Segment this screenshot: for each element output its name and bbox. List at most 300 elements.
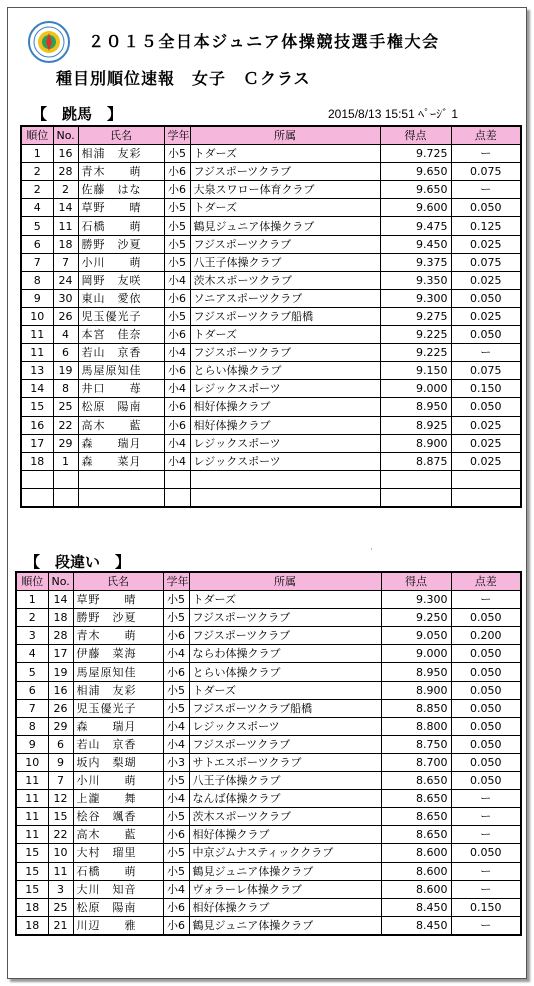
table-header-row — [21, 126, 521, 145]
diff-cell: ー — [451, 790, 521, 808]
club-cell: 茨木スポーツクラブ — [189, 808, 381, 826]
score-cell: 8.650 — [381, 790, 451, 808]
column-header-grade: 学年 — [163, 572, 189, 591]
name-cell: 井口 苺 — [78, 380, 164, 398]
grade-cell: 小4 — [163, 735, 189, 753]
column-header-name: 氏名 — [73, 572, 163, 591]
grade-cell: 小6 — [164, 181, 190, 199]
grade-cell: 小5 — [163, 862, 189, 880]
rank-cell: 1 — [16, 591, 48, 609]
club-cell: ヴォラーレ体操クラブ — [189, 880, 381, 898]
column-header-grade: 学年 — [164, 126, 190, 145]
diff-cell — [451, 470, 521, 488]
club-cell: レジックスポーツ — [190, 434, 380, 452]
table-row — [16, 880, 521, 898]
club-cell: 大泉スワロー体育クラブ — [190, 181, 380, 199]
diff-cell: 0.050 — [451, 717, 521, 735]
club-cell: トダーズ — [190, 199, 380, 217]
grade-cell: 小4 — [163, 645, 189, 663]
number-cell: 7 — [48, 772, 73, 790]
number-cell: 3 — [48, 880, 73, 898]
score-cell: 9.225 — [380, 344, 451, 362]
name-cell: 草野 晴 — [73, 591, 163, 609]
name-cell — [78, 470, 164, 488]
diff-cell: 0.025 — [451, 235, 521, 253]
grade-cell — [164, 470, 190, 488]
score-cell: 8.450 — [381, 898, 451, 916]
score-cell: 9.150 — [380, 362, 451, 380]
score-cell: 9.600 — [380, 199, 451, 217]
association-logo-icon — [28, 21, 70, 63]
table-row — [21, 452, 521, 470]
diff-cell: 0.025 — [451, 416, 521, 434]
number-cell — [53, 470, 78, 488]
diff-cell: 0.150 — [451, 898, 521, 916]
diff-cell: ー — [451, 181, 521, 199]
number-cell: 17 — [48, 645, 73, 663]
grade-cell: 小6 — [164, 289, 190, 307]
number-cell: 19 — [48, 663, 73, 681]
score-cell: 8.650 — [381, 772, 451, 790]
table-row — [16, 826, 521, 844]
table-row — [21, 488, 521, 507]
table-row — [16, 862, 521, 880]
grade-cell: 小5 — [163, 844, 189, 862]
club-cell: フジスポーツクラブ船橋 — [190, 307, 380, 325]
name-cell: 森 瑞月 — [73, 717, 163, 735]
diff-cell: 0.050 — [451, 398, 521, 416]
column-header-no: No. — [48, 572, 73, 591]
grade-cell: 小5 — [163, 772, 189, 790]
name-cell: 佐藤 はな — [78, 181, 164, 199]
diff-cell: 0.075 — [451, 362, 521, 380]
club-cell: 八王子体操クラブ — [189, 772, 381, 790]
grade-cell: 小5 — [164, 199, 190, 217]
grade-cell: 小4 — [163, 717, 189, 735]
grade-cell: 小5 — [163, 591, 189, 609]
score-cell: 9.000 — [381, 645, 451, 663]
name-cell — [78, 488, 164, 507]
score-cell: 8.950 — [381, 663, 451, 681]
name-cell: 草野 晴 — [78, 199, 164, 217]
table-row — [16, 772, 521, 790]
diff-cell: 0.025 — [451, 452, 521, 470]
rank-cell: 5 — [16, 663, 48, 681]
diff-cell: ー — [451, 880, 521, 898]
grade-cell: 小5 — [163, 808, 189, 826]
timestamp: 2015/8/13 15:51 ﾍﾟｰｼﾞ 1 — [328, 107, 459, 121]
grade-cell: 小4 — [163, 790, 189, 808]
score-cell: 9.725 — [380, 145, 451, 163]
table-row — [16, 808, 521, 826]
rank-cell: 8 — [16, 717, 48, 735]
club-cell: 鶴見ジュニア体操クラブ — [189, 862, 381, 880]
name-cell: 相浦 友彩 — [73, 681, 163, 699]
column-header-score: 得点 — [380, 126, 451, 145]
table-row — [21, 181, 521, 199]
name-cell: 若山 京香 — [73, 735, 163, 753]
rank-cell: 14 — [21, 380, 53, 398]
name-cell: 勝野 沙夏 — [78, 235, 164, 253]
score-cell: 8.650 — [381, 826, 451, 844]
rank-cell: 11 — [16, 790, 48, 808]
number-cell: 9 — [48, 753, 73, 771]
name-cell: 川辺 雅 — [73, 916, 163, 935]
grade-cell: 小6 — [164, 416, 190, 434]
club-cell: フジスポーツクラブ船橋 — [189, 699, 381, 717]
table-row — [21, 163, 521, 181]
page-title: ２０１５全日本ジュニア体操競技選手権大会 — [88, 32, 440, 51]
rank-cell: 16 — [21, 416, 53, 434]
score-cell: 8.600 — [381, 844, 451, 862]
grade-cell: 小6 — [164, 398, 190, 416]
column-header-name: 氏名 — [78, 126, 164, 145]
score-cell: 9.475 — [380, 217, 451, 235]
score-cell: 9.225 — [380, 326, 451, 344]
table-row — [21, 344, 521, 362]
diff-cell: ー — [451, 862, 521, 880]
club-cell: 八王子体操クラブ — [190, 253, 380, 271]
number-cell: 4 — [53, 326, 78, 344]
rank-cell: 2 — [16, 609, 48, 627]
rank-cell: 11 — [16, 826, 48, 844]
score-cell: 8.600 — [381, 862, 451, 880]
rank-cell: 6 — [16, 681, 48, 699]
grade-cell — [164, 488, 190, 507]
rank-cell: 11 — [21, 344, 53, 362]
number-cell: 29 — [53, 434, 78, 452]
club-cell: 相好体操クラブ — [190, 416, 380, 434]
grade-cell: 小6 — [163, 627, 189, 645]
number-cell: 21 — [48, 916, 73, 935]
column-header-rank: 順位 — [21, 126, 53, 145]
name-cell: 馬屋原知佳 — [78, 362, 164, 380]
rank-cell: 2 — [21, 163, 53, 181]
number-cell: 25 — [48, 898, 73, 916]
diff-cell: 0.075 — [451, 253, 521, 271]
number-cell: 12 — [48, 790, 73, 808]
rank-cell: 7 — [16, 699, 48, 717]
number-cell: 26 — [53, 307, 78, 325]
name-cell: 石橋 萌 — [73, 862, 163, 880]
name-cell: 大村 瑠里 — [73, 844, 163, 862]
grade-cell: 小5 — [163, 681, 189, 699]
club-cell: ならわ体操クラブ — [189, 645, 381, 663]
club-cell: トダーズ — [189, 681, 381, 699]
column-header-score: 得点 — [381, 572, 451, 591]
table-row — [21, 434, 521, 452]
club-cell — [190, 470, 380, 488]
rank-cell: 15 — [21, 398, 53, 416]
column-header-club: 所属 — [190, 126, 380, 145]
rank-cell — [21, 470, 53, 488]
table-row — [21, 199, 521, 217]
name-cell: 森 菜月 — [78, 452, 164, 470]
table-row — [21, 416, 521, 434]
score-cell: 8.850 — [381, 699, 451, 717]
number-cell: 11 — [53, 217, 78, 235]
club-cell: フジスポーツクラブ — [189, 609, 381, 627]
score-cell — [380, 488, 451, 507]
table-row — [21, 271, 521, 289]
score-cell: 9.450 — [380, 235, 451, 253]
name-cell: 本宮 佳奈 — [78, 326, 164, 344]
number-cell: 22 — [53, 416, 78, 434]
name-cell: 馬屋原知佳 — [73, 663, 163, 681]
score-cell: 8.800 — [381, 717, 451, 735]
name-cell: 桧谷 颯香 — [73, 808, 163, 826]
diff-cell: ー — [451, 344, 521, 362]
club-cell: フジスポーツクラブ — [190, 344, 380, 362]
page-subtitle: 種目別順位速報 女子 Ｃクラス — [56, 69, 311, 88]
vault-results-table — [20, 125, 522, 508]
rank-cell: 8 — [21, 271, 53, 289]
score-cell: 9.650 — [380, 163, 451, 181]
number-cell: 10 — [48, 844, 73, 862]
rank-cell: 15 — [16, 862, 48, 880]
number-cell: 28 — [53, 163, 78, 181]
number-cell: 7 — [53, 253, 78, 271]
table-row — [16, 699, 521, 717]
name-cell: 大川 知音 — [73, 880, 163, 898]
rank-cell: 1 — [21, 145, 53, 163]
number-cell: 6 — [53, 344, 78, 362]
rank-cell — [21, 488, 53, 507]
club-cell: 相好体操クラブ — [189, 898, 381, 916]
score-cell: 8.650 — [381, 808, 451, 826]
rank-cell: 11 — [21, 326, 53, 344]
grade-cell: 小4 — [164, 344, 190, 362]
diff-cell — [451, 488, 521, 507]
number-cell: 16 — [48, 681, 73, 699]
club-cell: トダーズ — [190, 326, 380, 344]
rank-cell: 9 — [16, 735, 48, 753]
table-row — [21, 253, 521, 271]
club-cell: なんば体操クラブ — [189, 790, 381, 808]
rank-cell: 4 — [16, 645, 48, 663]
club-cell: 相好体操クラブ — [190, 398, 380, 416]
diff-cell: 0.050 — [451, 289, 521, 307]
score-cell — [380, 470, 451, 488]
diff-cell: ー — [451, 145, 521, 163]
score-cell: 8.700 — [381, 753, 451, 771]
club-cell: フジスポーツクラブ — [190, 235, 380, 253]
number-cell: 24 — [53, 271, 78, 289]
score-cell: 9.000 — [380, 380, 451, 398]
club-cell: フジスポーツクラブ — [190, 163, 380, 181]
rank-cell: 17 — [21, 434, 53, 452]
club-cell: とらい体操クラブ — [190, 362, 380, 380]
score-cell: 8.900 — [381, 681, 451, 699]
number-cell: 11 — [48, 862, 73, 880]
table-row — [16, 591, 521, 609]
club-cell: レジックスポーツ — [189, 717, 381, 735]
diff-cell: ー — [451, 591, 521, 609]
name-cell: 伊藤 菜海 — [73, 645, 163, 663]
table-row — [16, 717, 521, 735]
table-row — [16, 753, 521, 771]
diff-cell: ー — [451, 826, 521, 844]
rank-cell: 11 — [16, 808, 48, 826]
column-header-rank: 順位 — [16, 572, 48, 591]
grade-cell: 小5 — [163, 609, 189, 627]
diff-cell: 0.025 — [451, 271, 521, 289]
score-cell: 9.300 — [380, 289, 451, 307]
score-cell: 9.650 — [380, 181, 451, 199]
number-cell: 6 — [48, 735, 73, 753]
table-row — [21, 326, 521, 344]
name-cell: 高木 藍 — [78, 416, 164, 434]
grade-cell: 小4 — [164, 452, 190, 470]
rank-cell: 10 — [21, 307, 53, 325]
club-cell: レジックスポーツ — [190, 452, 380, 470]
grade-cell: 小6 — [163, 916, 189, 935]
number-cell: 1 — [53, 452, 78, 470]
name-cell: 小川 萌 — [78, 253, 164, 271]
uneven-bars-results-table — [15, 571, 522, 936]
grade-cell: 小4 — [164, 380, 190, 398]
name-cell: 勝野 沙夏 — [73, 609, 163, 627]
diff-cell: 0.050 — [451, 645, 521, 663]
grade-cell: 小5 — [164, 217, 190, 235]
diff-cell: 0.050 — [451, 681, 521, 699]
rank-cell: 18 — [16, 898, 48, 916]
rank-cell: 6 — [21, 235, 53, 253]
table-row — [21, 217, 521, 235]
score-cell: 8.900 — [380, 434, 451, 452]
rank-cell: 9 — [21, 289, 53, 307]
number-cell: 2 — [53, 181, 78, 199]
column-header-diff: 点差 — [451, 572, 521, 591]
table-row — [21, 470, 521, 488]
grade-cell: 小6 — [164, 362, 190, 380]
diff-cell: 0.050 — [451, 753, 521, 771]
grade-cell: 小3 — [163, 753, 189, 771]
column-header-diff: 点差 — [451, 126, 521, 145]
club-cell: とらい体操クラブ — [189, 663, 381, 681]
club-cell: 相好体操クラブ — [189, 826, 381, 844]
table-row — [16, 844, 521, 862]
score-cell: 8.750 — [381, 735, 451, 753]
score-cell: 8.875 — [380, 452, 451, 470]
name-cell: 児玉優光子 — [78, 307, 164, 325]
name-cell: 石橋 萌 — [78, 217, 164, 235]
club-cell: フジスポーツクラブ — [189, 735, 381, 753]
grade-cell: 小4 — [163, 880, 189, 898]
number-cell: 8 — [53, 380, 78, 398]
table-header-row — [16, 572, 521, 591]
grade-cell: 小4 — [164, 434, 190, 452]
club-cell: レジックスポーツ — [190, 380, 380, 398]
number-cell — [53, 488, 78, 507]
grade-cell: 小5 — [163, 699, 189, 717]
number-cell: 25 — [53, 398, 78, 416]
diff-cell: 0.150 — [451, 380, 521, 398]
column-header-no: No. — [53, 126, 78, 145]
grade-cell: 小6 — [163, 663, 189, 681]
table-row — [21, 235, 521, 253]
name-cell: 小川 萌 — [73, 772, 163, 790]
score-cell: 9.300 — [381, 591, 451, 609]
diff-cell: 0.050 — [451, 199, 521, 217]
club-cell: フジスポーツクラブ — [189, 627, 381, 645]
club-cell: トダーズ — [189, 591, 381, 609]
number-cell: 29 — [48, 717, 73, 735]
club-cell: 鶴見ジュニア体操クラブ — [189, 916, 381, 935]
grade-cell: 小5 — [164, 145, 190, 163]
diff-cell: 0.050 — [451, 663, 521, 681]
number-cell: 16 — [53, 145, 78, 163]
score-cell: 9.375 — [380, 253, 451, 271]
section-title-uneven-bars: 【 段違い 】 — [25, 553, 131, 571]
score-cell: 9.050 — [381, 627, 451, 645]
club-cell: 中京ジムナスティッククラブ — [189, 844, 381, 862]
grade-cell: 小6 — [163, 898, 189, 916]
rank-cell: 13 — [21, 362, 53, 380]
name-cell: 青木 萌 — [73, 627, 163, 645]
score-cell: 8.600 — [381, 880, 451, 898]
table-row — [16, 663, 521, 681]
club-cell: サトエスポーツクラブ — [189, 753, 381, 771]
number-cell: 30 — [53, 289, 78, 307]
diff-cell: 0.050 — [451, 844, 521, 862]
number-cell: 15 — [48, 808, 73, 826]
grade-cell: 小4 — [164, 271, 190, 289]
club-cell: ソニアスポーツクラブ — [190, 289, 380, 307]
rank-cell: 2 — [21, 181, 53, 199]
diff-cell: 0.050 — [451, 609, 521, 627]
name-cell: 松原 陽南 — [73, 898, 163, 916]
diff-cell: 0.025 — [451, 434, 521, 452]
name-cell: 高木 藍 — [73, 826, 163, 844]
grade-cell: 小6 — [163, 826, 189, 844]
column-header-club: 所属 — [189, 572, 381, 591]
number-cell: 28 — [48, 627, 73, 645]
club-cell: 鶴見ジュニア体操クラブ — [190, 217, 380, 235]
grade-cell: 小5 — [164, 307, 190, 325]
number-cell: 14 — [48, 591, 73, 609]
name-cell: 青木 萌 — [78, 163, 164, 181]
table-row — [21, 362, 521, 380]
table-row — [16, 681, 521, 699]
diff-cell: ー — [451, 808, 521, 826]
club-cell: 茨木スポーツクラブ — [190, 271, 380, 289]
table-row — [16, 645, 521, 663]
score-cell: 8.950 — [380, 398, 451, 416]
diff-cell: 0.075 — [451, 163, 521, 181]
number-cell: 22 — [48, 826, 73, 844]
section-title-vault: 【 跳馬 】 — [32, 105, 123, 123]
number-cell: 19 — [53, 362, 78, 380]
rank-cell: 18 — [16, 916, 48, 935]
name-cell: 児玉優光子 — [73, 699, 163, 717]
rank-cell: 11 — [16, 772, 48, 790]
diff-cell: 0.025 — [451, 307, 521, 325]
table-row — [21, 145, 521, 163]
rank-cell: 10 — [16, 753, 48, 771]
table-row — [16, 627, 521, 645]
diff-cell: 0.050 — [451, 772, 521, 790]
number-cell: 14 — [53, 199, 78, 217]
club-cell: トダーズ — [190, 145, 380, 163]
number-cell: 26 — [48, 699, 73, 717]
club-cell — [190, 488, 380, 507]
table-row — [16, 735, 521, 753]
name-cell: 東山 愛依 — [78, 289, 164, 307]
rank-cell: 15 — [16, 880, 48, 898]
name-cell: 森 瑞月 — [78, 434, 164, 452]
diff-cell: 0.050 — [451, 735, 521, 753]
